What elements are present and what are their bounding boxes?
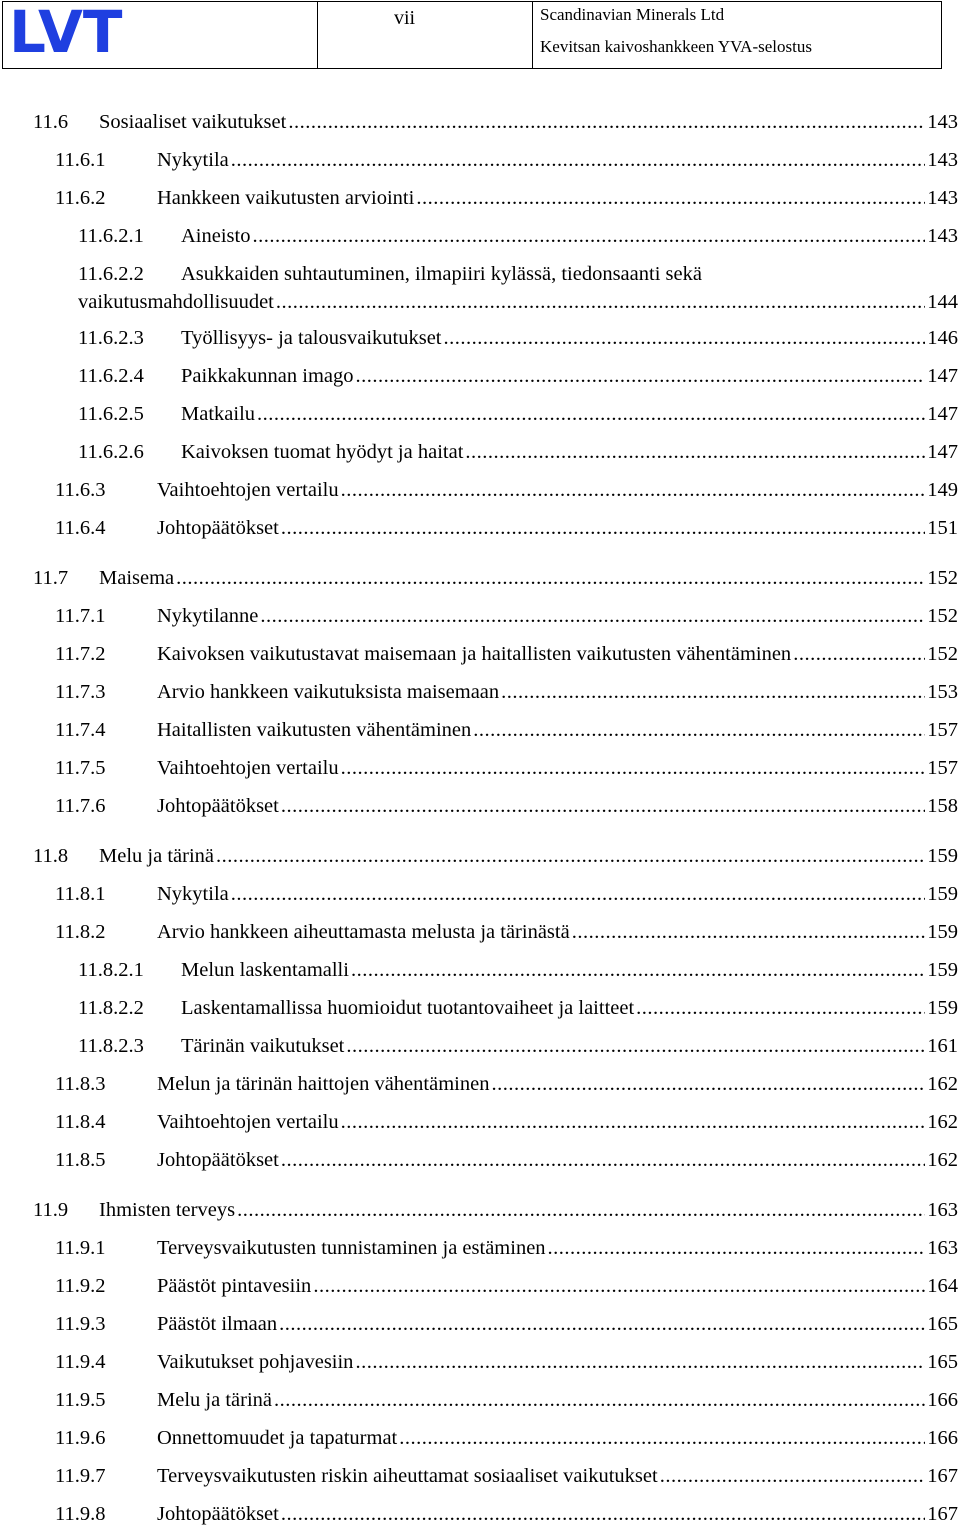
- toc-entry-title: Kaivoksen vaikutustavat maisemaan ja haitallisten vaikutusten vähentäminen: [157, 643, 792, 665]
- page-header: [2, 1, 942, 69]
- toc-entry-number: 11.7.3: [55, 681, 106, 703]
- toc-entry-title: Vaihtoehtojen vertailu: [157, 1111, 339, 1133]
- page-number: vii: [394, 7, 416, 29]
- document-title: Kevitsan kaivoshankkeen YVA-selostus: [540, 37, 812, 56]
- toc-entry-page: 159: [927, 997, 958, 1019]
- dot-leader: [260, 602, 925, 630]
- document-info-cell: [533, 2, 941, 68]
- dot-leader: [257, 400, 925, 428]
- toc-entry[interactable]: [0, 918, 960, 946]
- toc-entry-title: Johtopäätökset: [157, 517, 279, 539]
- toc-entry-page: 149: [927, 479, 958, 501]
- toc-entry-number: 11.6.1: [55, 149, 106, 171]
- toc-entry-title-continued: vaikutusmahdollisuudet: [78, 291, 274, 313]
- toc-entry-page: 161: [927, 1035, 958, 1057]
- toc-entry[interactable]: [0, 362, 960, 390]
- toc-entry[interactable]: [0, 1146, 960, 1174]
- toc-entry-title: Johtopäätökset: [157, 1149, 279, 1171]
- toc-entry[interactable]: [0, 514, 960, 542]
- toc-entry-title: Melun ja tärinän haittojen vähentäminen: [157, 1073, 490, 1095]
- toc-entry-title: Terveysvaikutusten tunnistaminen ja estäminen: [157, 1237, 546, 1259]
- toc-entry-number: 11.9.3: [55, 1313, 106, 1335]
- toc-entry-page: 162: [927, 1111, 958, 1133]
- toc-entry-title: Terveysvaikutusten riskin aiheuttamat sosiaaliset vaikutukset: [157, 1465, 658, 1487]
- toc-entry-page: 152: [927, 567, 958, 589]
- toc-entry-title: Johtopäätökset: [157, 1503, 279, 1525]
- dot-leader: [465, 438, 925, 466]
- toc-entry-title: Vaihtoehtojen vertailu: [157, 757, 339, 779]
- toc-entry[interactable]: [0, 994, 960, 1022]
- dot-leader: [501, 678, 925, 706]
- toc-entry-page: 159: [927, 845, 958, 867]
- toc-entry[interactable]: [0, 1234, 960, 1262]
- dot-leader: [473, 716, 925, 744]
- toc-entry-number: 11.7: [33, 567, 69, 589]
- toc-entry-page: 163: [927, 1237, 958, 1259]
- toc-entry-page: 147: [927, 403, 958, 425]
- toc-entry-title: Melu ja tärinä: [157, 1389, 272, 1411]
- toc-entry-title: Aineisto: [181, 225, 251, 247]
- toc-entry[interactable]: [0, 1032, 960, 1060]
- dot-leader: [548, 1234, 926, 1262]
- dot-leader: [341, 476, 926, 504]
- dot-leader: [341, 754, 926, 782]
- toc-entry-title: Arvio hankkeen aiheuttamasta melusta ja tärinästä: [157, 921, 570, 943]
- dot-leader: [793, 640, 925, 668]
- toc-entry[interactable]: [0, 842, 960, 870]
- toc-entry-number: 11.9.8: [55, 1503, 106, 1525]
- dot-leader: [636, 994, 925, 1022]
- toc-entry-page: 147: [927, 441, 958, 463]
- toc-entry-page: 152: [927, 605, 958, 627]
- toc-entry-number: 11.6: [33, 111, 69, 133]
- toc-entry[interactable]: [0, 400, 960, 428]
- toc-entry[interactable]: [0, 1108, 960, 1136]
- toc-entry-title: Haitallisten vaikutusten vähentäminen: [157, 719, 472, 741]
- toc-entry-title: Arvio hankkeen vaikutuksista maisemaan: [157, 681, 500, 703]
- toc-entry-number: 11.8: [33, 845, 69, 867]
- dot-leader: [281, 1146, 925, 1174]
- dot-leader: [355, 1348, 925, 1376]
- lvt-logo: [7, 4, 137, 56]
- toc-entry-title: Vaihtoehtojen vertailu: [157, 479, 339, 501]
- dot-leader: [356, 362, 926, 390]
- toc-entry[interactable]: [0, 956, 960, 984]
- toc-entry-number: 11.8.3: [55, 1073, 106, 1095]
- toc-entry-page: 143: [927, 149, 958, 171]
- toc-entry[interactable]: [0, 260, 960, 288]
- toc-entry-title: Ihmisten terveys: [99, 1199, 236, 1221]
- toc-entry-number: 11.8.2.1: [78, 959, 144, 981]
- toc-entry-page: 165: [927, 1351, 958, 1373]
- toc-entry-title: Nykytila: [157, 149, 229, 171]
- dot-leader: [416, 184, 925, 212]
- dot-leader: [351, 956, 925, 984]
- toc-entry[interactable]: [0, 146, 960, 174]
- toc-entry-page: 167: [927, 1465, 958, 1487]
- dot-leader: [341, 1108, 926, 1136]
- toc-entry-title: Nykytila: [157, 883, 229, 905]
- toc-entry[interactable]: [0, 640, 960, 668]
- toc-entry-page: 143: [927, 111, 958, 133]
- toc-entry[interactable]: [0, 880, 960, 908]
- toc-entry-title: Asukkaiden suhtautuminen, ilmapiiri kylässä, tiedonsaanti sekä: [181, 263, 702, 285]
- toc-entry-number: 11.9.1: [55, 1237, 106, 1259]
- toc-entry-number: 11.8.2: [55, 921, 106, 943]
- dot-leader: [216, 842, 925, 870]
- toc-entry-number: 11.6.2.2: [78, 263, 144, 285]
- toc-entry-page: 165: [927, 1313, 958, 1335]
- toc-entry-page: 159: [927, 883, 958, 905]
- toc-entry-number: 11.6.4: [55, 517, 106, 539]
- toc-entry-page: 143: [927, 187, 958, 209]
- toc-entry[interactable]: [0, 1462, 960, 1490]
- toc-entry-number: 11.9.4: [55, 1351, 106, 1373]
- toc-entry-page: 162: [927, 1149, 958, 1171]
- toc-entry[interactable]: [0, 1500, 960, 1528]
- toc-entry-number: 11.6.2: [55, 187, 106, 209]
- dot-leader: [346, 1032, 925, 1060]
- dot-leader: [281, 792, 925, 820]
- dot-leader: [274, 1386, 925, 1414]
- dot-leader: [399, 1424, 925, 1452]
- toc-entry-page: 151: [927, 517, 958, 539]
- toc-entry-number: 11.8.5: [55, 1149, 106, 1171]
- dot-leader: [176, 564, 925, 592]
- toc-entry-title: Vaikutukset pohjavesiin: [157, 1351, 354, 1373]
- toc-entry-number: 11.7.1: [55, 605, 106, 627]
- toc-entry-page: 166: [927, 1427, 958, 1449]
- toc-entry-number: 11.7.5: [55, 757, 106, 779]
- toc-entry[interactable]: [0, 1348, 960, 1376]
- dot-leader: [443, 324, 925, 352]
- toc-entry-page: 152: [927, 643, 958, 665]
- toc-entry[interactable]: [0, 1272, 960, 1300]
- toc-entry-title: Johtopäätökset: [157, 795, 279, 817]
- toc-entry-page: 167: [927, 1503, 958, 1525]
- toc-entry-title: Sosiaaliset vaikutukset: [99, 111, 287, 133]
- toc-entry-number: 11.9.2: [55, 1275, 106, 1297]
- toc-entry-number: 11.6.2.4: [78, 365, 144, 387]
- dot-leader: [231, 880, 926, 908]
- toc-entry-title: Työllisyys- ja talousvaikutukset: [181, 327, 442, 349]
- dot-leader: [279, 1310, 925, 1338]
- toc-entry-page: 158: [927, 795, 958, 817]
- toc-entry[interactable]: [0, 1424, 960, 1452]
- company-name: Scandinavian Minerals Ltd: [540, 5, 725, 24]
- toc-entry-page: 157: [927, 757, 958, 779]
- toc-entry-title: Nykytilanne: [157, 605, 259, 627]
- toc-entry[interactable]: [0, 1386, 960, 1414]
- dot-leader: [313, 1272, 925, 1300]
- dot-leader: [237, 1196, 925, 1224]
- toc-entry-title: Tärinän vaikutukset: [181, 1035, 345, 1057]
- toc-entry[interactable]: [0, 1070, 960, 1098]
- toc-entry-page: 144: [927, 291, 958, 313]
- toc-entry-page: 164: [927, 1275, 958, 1297]
- toc-entry-title: Paikkakunnan imago: [181, 365, 354, 387]
- toc-entry-page: 157: [927, 719, 958, 741]
- toc-entry-title: Päästöt ilmaan: [157, 1313, 278, 1335]
- toc-entry-continuation[interactable]: [0, 288, 960, 316]
- toc-entry-number: 11.8.2.3: [78, 1035, 144, 1057]
- toc-entry-page: 166: [927, 1389, 958, 1411]
- toc-entry-number: 11.6.2.5: [78, 403, 144, 425]
- toc-entry-number: 11.9.6: [55, 1427, 106, 1449]
- toc-entry[interactable]: [0, 476, 960, 504]
- logo-text: LVT: [9, 4, 123, 56]
- toc-entry[interactable]: [0, 438, 960, 466]
- dot-leader: [281, 1500, 925, 1528]
- toc-entry[interactable]: [0, 324, 960, 352]
- toc-entry-title: Melu ja tärinä: [99, 845, 214, 867]
- toc-entry-number: 11.6.2.6: [78, 441, 144, 463]
- dot-leader: [252, 222, 925, 250]
- dot-leader: [231, 146, 926, 174]
- page-number-cell: [318, 2, 533, 68]
- toc-entry-number: 11.8.1: [55, 883, 106, 905]
- toc-entry-title: Melun laskentamalli: [181, 959, 349, 981]
- toc-entry-title: Kaivoksen tuomat hyödyt ja haitat: [181, 441, 464, 463]
- toc-entry[interactable]: [0, 108, 960, 136]
- toc-entry-title: Hankkeen vaikutusten arviointi: [157, 187, 415, 209]
- toc-entry-page: 162: [927, 1073, 958, 1095]
- dot-leader: [660, 1462, 926, 1490]
- toc-entry-number: 11.7.2: [55, 643, 106, 665]
- toc-entry[interactable]: [0, 792, 960, 820]
- toc-entry-number: 11.6.3: [55, 479, 106, 501]
- toc-entry-page: 159: [927, 921, 958, 943]
- toc-entry-page: 146: [927, 327, 958, 349]
- toc-entry-number: 11.6.2.3: [78, 327, 144, 349]
- toc-entry[interactable]: [0, 754, 960, 782]
- toc-entry-title: Päästöt pintavesiin: [157, 1275, 312, 1297]
- toc-entry[interactable]: [0, 602, 960, 630]
- toc-entry[interactable]: [0, 1196, 960, 1224]
- toc-entry-title: Matkailu: [181, 403, 256, 425]
- toc-entry[interactable]: [0, 222, 960, 250]
- toc-entry[interactable]: [0, 1310, 960, 1338]
- dot-leader: [276, 288, 925, 316]
- toc-entry-title: Laskentamallissa huomioidut tuotantovaiheet ja laitteet: [181, 997, 635, 1019]
- toc-entry-page: 163: [927, 1199, 958, 1221]
- dot-leader: [572, 918, 926, 946]
- toc-entry[interactable]: [0, 678, 960, 706]
- toc-entry[interactable]: [0, 716, 960, 744]
- logo-cell: [3, 2, 318, 68]
- dot-leader: [281, 514, 925, 542]
- toc-entry-number: 11.9.7: [55, 1465, 106, 1487]
- toc-entry-title: Maisema: [99, 567, 175, 589]
- toc-entry-number: 11.6.2.1: [78, 225, 144, 247]
- toc-entry-page: 159: [927, 959, 958, 981]
- toc-entry-page: 153: [927, 681, 958, 703]
- toc-entry-number: 11.8.2.2: [78, 997, 144, 1019]
- toc-entry-page: 143: [927, 225, 958, 247]
- toc-entry-page: 147: [927, 365, 958, 387]
- toc-entry-number: 11.7.6: [55, 795, 106, 817]
- toc-entry[interactable]: [0, 564, 960, 592]
- toc-entry[interactable]: [0, 184, 960, 212]
- dot-leader: [288, 108, 925, 136]
- toc-entry-number: 11.9.5: [55, 1389, 106, 1411]
- toc-entry-number: 11.7.4: [55, 719, 106, 741]
- toc-entry-number: 11.9: [33, 1199, 69, 1221]
- toc-entry-number: 11.8.4: [55, 1111, 106, 1133]
- toc-entry-title: Onnettomuudet ja tapaturmat: [157, 1427, 398, 1449]
- dot-leader: [491, 1070, 925, 1098]
